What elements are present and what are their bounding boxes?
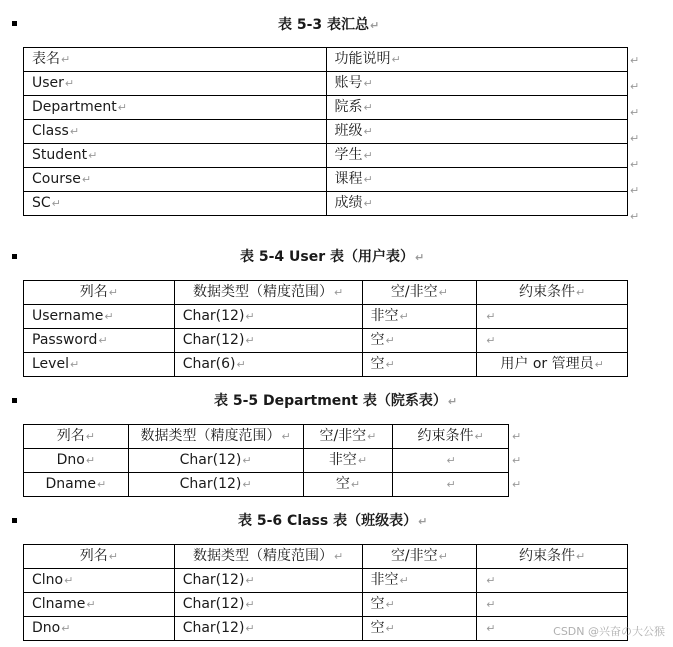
bullet-4 bbox=[12, 518, 17, 523]
table-cell: Department↵ bbox=[24, 96, 327, 120]
table-cell: 院系↵ bbox=[326, 96, 627, 120]
row-end-mark: ↵ bbox=[630, 132, 640, 145]
row-end-mark: ↵ bbox=[512, 430, 522, 443]
table-cell: 学生↵ bbox=[326, 144, 627, 168]
row-end-mark: ↵ bbox=[630, 210, 640, 223]
table-cell: 班级↵ bbox=[326, 120, 627, 144]
table-cell: ↵ bbox=[477, 569, 628, 593]
table-cell: 空↵ bbox=[362, 593, 477, 617]
table-cell: 空↵ bbox=[362, 329, 477, 353]
table-caption-5-6: 表 5-6 Class 表（班级表）↵ bbox=[238, 513, 428, 529]
table-cell: Char(12)↵ bbox=[174, 593, 362, 617]
table-row bbox=[24, 192, 628, 216]
table-cell: 空↵ bbox=[303, 473, 393, 497]
table-row bbox=[24, 473, 509, 497]
table-summary bbox=[23, 47, 628, 216]
table-cell: Level↵ bbox=[24, 353, 175, 377]
row-end-mark: ↵ bbox=[512, 454, 522, 467]
bullet-2 bbox=[12, 254, 17, 259]
table-cell: 非空↵ bbox=[362, 305, 477, 329]
table-cell: Course↵ bbox=[24, 168, 327, 192]
table-department bbox=[23, 424, 509, 497]
row-end-mark: ↵ bbox=[630, 54, 640, 67]
table-row bbox=[24, 329, 628, 353]
table-cell: Char(12)↵ bbox=[174, 305, 362, 329]
bullet-3 bbox=[12, 398, 17, 403]
table-row bbox=[24, 96, 628, 120]
table-cell: Password↵ bbox=[24, 329, 175, 353]
table-cell: 账号↵ bbox=[326, 72, 627, 96]
table-cell: Clno↵ bbox=[24, 569, 175, 593]
header-cell: 空/非空↵ bbox=[303, 425, 393, 449]
header-cell: 列名↵ bbox=[24, 425, 129, 449]
table-row bbox=[24, 72, 628, 96]
bullet-1 bbox=[12, 21, 17, 26]
table-cell: ↵ bbox=[477, 305, 628, 329]
watermark: CSDN @兴奋の大公猴 bbox=[553, 625, 665, 638]
table-cell: Char(12)↵ bbox=[174, 569, 362, 593]
table-cell: ↵ bbox=[393, 449, 509, 473]
table-cell: 非空↵ bbox=[362, 569, 477, 593]
table-row bbox=[24, 593, 628, 617]
table-row bbox=[24, 617, 628, 641]
row-end-mark: ↵ bbox=[630, 80, 640, 93]
table-caption-5-3: 表 5-3 表汇总↵ bbox=[278, 17, 380, 33]
table-cell: 用户 or 管理员↵ bbox=[477, 353, 628, 377]
table-row bbox=[24, 144, 628, 168]
table-cell: Char(12)↵ bbox=[174, 329, 362, 353]
table-cell: 课程↵ bbox=[326, 168, 627, 192]
table-row bbox=[24, 168, 628, 192]
header-cell: 数据类型（精度范围）↵ bbox=[174, 281, 362, 305]
table-cell: 成绩↵ bbox=[326, 192, 627, 216]
table-cell: Dno↵ bbox=[24, 449, 129, 473]
table-header-row bbox=[24, 281, 628, 305]
header-cell: 列名↵ bbox=[24, 281, 175, 305]
table-cell: User↵ bbox=[24, 72, 327, 96]
table-cell: SC↵ bbox=[24, 192, 327, 216]
header-cell: 空/非空↵ bbox=[362, 545, 477, 569]
table-cell: Char(12)↵ bbox=[128, 473, 303, 497]
table-cell: Class↵ bbox=[24, 120, 327, 144]
header-cell: 空/非空↵ bbox=[362, 281, 477, 305]
row-end-mark: ↵ bbox=[630, 158, 640, 171]
table-cell: Dno↵ bbox=[24, 617, 175, 641]
table-class bbox=[23, 544, 628, 641]
row-end-mark: ↵ bbox=[630, 184, 640, 197]
table-header-row bbox=[24, 545, 628, 569]
header-cell: 功能说明↵ bbox=[326, 48, 627, 72]
table-cell: Clname↵ bbox=[24, 593, 175, 617]
table-cell: Dname↵ bbox=[24, 473, 129, 497]
table-cell: 空↵ bbox=[362, 617, 477, 641]
row-end-mark: ↵ bbox=[512, 478, 522, 491]
table-row bbox=[24, 353, 628, 377]
table-row bbox=[24, 120, 628, 144]
header-cell: 约束条件↵ bbox=[393, 425, 509, 449]
table-header-row bbox=[24, 48, 628, 72]
table-cell: Char(6)↵ bbox=[174, 353, 362, 377]
header-cell: 列名↵ bbox=[24, 545, 175, 569]
table-cell: Student↵ bbox=[24, 144, 327, 168]
table-cell: Username↵ bbox=[24, 305, 175, 329]
table-user bbox=[23, 280, 628, 377]
table-cell: ↵ bbox=[477, 329, 628, 353]
table-cell: ↵ bbox=[477, 593, 628, 617]
header-cell: 数据类型（精度范围）↵ bbox=[128, 425, 303, 449]
header-cell: 表名↵ bbox=[24, 48, 327, 72]
table-cell: 非空↵ bbox=[303, 449, 393, 473]
table-row bbox=[24, 449, 509, 473]
table-row bbox=[24, 569, 628, 593]
table-cell: ↵ bbox=[477, 617, 628, 641]
header-cell: 约束条件↵ bbox=[477, 545, 628, 569]
table-header-row bbox=[24, 425, 509, 449]
row-end-mark: ↵ bbox=[630, 106, 640, 119]
header-cell: 数据类型（精度范围）↵ bbox=[174, 545, 362, 569]
table-caption-5-5: 表 5-5 Department 表（院系表）↵ bbox=[214, 393, 458, 409]
table-cell: Char(12)↵ bbox=[174, 617, 362, 641]
header-cell: 约束条件↵ bbox=[477, 281, 628, 305]
table-cell: 空↵ bbox=[362, 353, 477, 377]
table-cell: Char(12)↵ bbox=[128, 449, 303, 473]
table-caption-5-4: 表 5-4 User 表（用户表）↵ bbox=[240, 249, 425, 265]
table-row bbox=[24, 305, 628, 329]
table-cell: ↵ bbox=[393, 473, 509, 497]
